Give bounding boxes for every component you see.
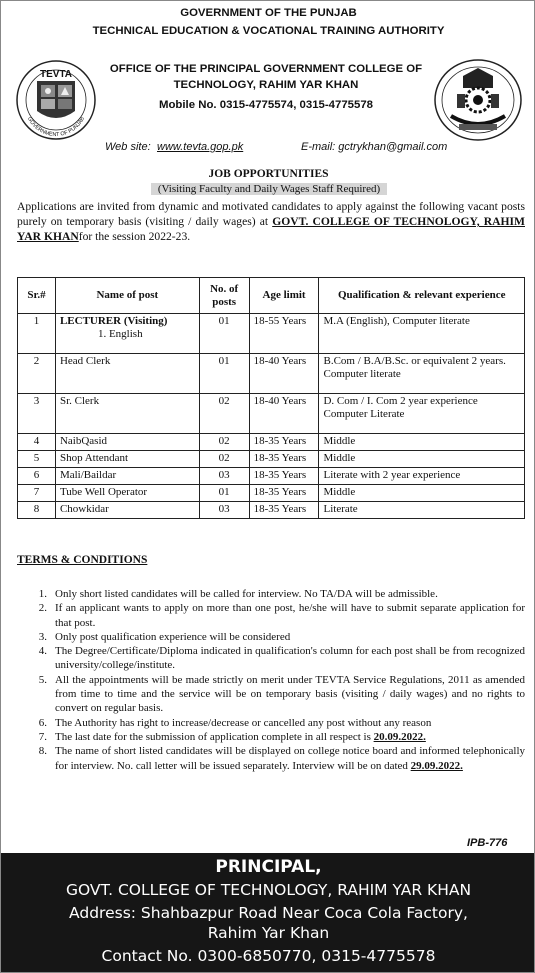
cell-qualification: Middle (319, 434, 525, 451)
term-text: Only short listed candidates will be called for interview. No TA/DA will be admissible. (55, 588, 438, 600)
intro-paragraph (17, 199, 525, 244)
cell-sr: 8 (18, 502, 56, 519)
col-header-age: Age limit (249, 278, 319, 314)
list-item (17, 587, 525, 601)
cell-post: Head Clerk (55, 354, 199, 394)
cell-sr: 5 (18, 451, 56, 468)
cell-qualification: Literate with 2 year experience (319, 468, 525, 485)
term-text-body: The name of short listed candidates will be displayed on college notice board and informed telephonically for interview. No. call letter will be issued separately. Interview will be on dated (55, 745, 525, 772)
cell-posts: 02 (199, 394, 249, 434)
job-title: JOB OPPORTUNITIES (208, 168, 329, 180)
college-crest-icon (433, 58, 523, 142)
cell-qualification: Literate (319, 502, 525, 519)
header-line-authority: TECHNICAL EDUCATION & VOCATIONAL TRAINING AUTHORITY (92, 25, 445, 37)
cell-post: Sr. Clerk (55, 394, 199, 434)
cell-qualification: B.Com / B.A/B.Sc. or equivalent 2 years. Computer literate (319, 354, 525, 394)
tevta-logo-text: TEVTA (39, 69, 73, 80)
footer-address-line2: Rahim Yar Khan (207, 924, 330, 942)
website-label: Web site: (105, 141, 151, 153)
term-text (55, 744, 525, 773)
terms-list (17, 587, 525, 773)
cell-posts: 03 (199, 468, 249, 485)
term-number: 2. (38, 602, 47, 615)
footer-contact: Contact No. 0300-6850770, 0315-4775578 (101, 947, 436, 965)
term-number: 4. (38, 645, 47, 658)
header-mobile: Mobile No. 0315-4775574, 0315-4775578 (158, 99, 374, 111)
table-row (18, 394, 525, 434)
list-item (17, 744, 525, 773)
term-text (55, 730, 525, 744)
term-number: 5. (38, 673, 47, 686)
post-title: LECTURER (Visiting) (59, 315, 168, 327)
term-number: 1. (38, 588, 47, 600)
cell-sr: 6 (18, 468, 56, 485)
cell-age: 18-55 Years (249, 314, 319, 354)
term-number: 3. (38, 630, 47, 643)
term-text: Only post qualification experience will be considered (55, 630, 291, 643)
cell-post (55, 314, 199, 354)
last-date: 20.09.2022. (373, 730, 426, 743)
table-row (18, 485, 525, 502)
footer-title: PRINCIPAL, (215, 857, 322, 877)
term-text: The Degree/Certificate/Diploma indicated in qualification's column for each post shall be from recognized university/college/institute. (55, 645, 525, 672)
col-header-sr: Sr.# (18, 278, 56, 314)
terms-title: TERMS & CONDITIONS (17, 554, 148, 566)
term-number: 8. (38, 745, 47, 758)
cell-post: Shop Attendant (55, 451, 199, 468)
table-row (18, 451, 525, 468)
cell-posts: 01 (199, 354, 249, 394)
table-row (18, 314, 525, 354)
cell-sr: 2 (18, 354, 56, 394)
term-number: 7. (38, 730, 47, 743)
intro-text: Applications are invited from dynamic and motivated candidates to apply against the following vacant posts purely on temporary basis (visiting / daily wages) at (17, 200, 525, 228)
table-row (18, 434, 525, 451)
table-header-row (18, 278, 525, 314)
cell-qualification: M.A (English), Computer literate (319, 314, 525, 354)
tevta-logo-icon (15, 59, 97, 141)
cell-age: 18-40 Years (249, 354, 319, 394)
list-item (17, 730, 525, 744)
cell-age: 18-35 Years (249, 502, 319, 519)
job-subtitle: (Visiting Faculty and Daily Wages Staff Required) (151, 183, 387, 195)
cell-post: Chowkidar (55, 502, 199, 519)
cell-age: 18-35 Years (249, 468, 319, 485)
list-item (17, 601, 525, 630)
cell-posts: 02 (199, 434, 249, 451)
term-text: All the appointments will be made strictly on merit under TEVTA Service Regulations, 2011 as amended from time to time and the service will be on temporary basis (visiting / daily wages) and no rights to convert on regular basis. (55, 673, 525, 715)
cell-sr: 4 (18, 434, 56, 451)
post-subject: 1. English (97, 328, 143, 340)
cell-posts: 03 (199, 502, 249, 519)
svg-text:GOVERNMENT OF PUNJAB: GOVERNMENT OF PUNJAB (26, 116, 86, 139)
header-office: OFFICE OF THE PRINCIPAL GOVERNMENT COLLEGE OF TECHNOLOGY, RAHIM YAR KHAN (109, 63, 423, 91)
interview-date: 29.09.2022. (410, 759, 463, 772)
footer-college: GOVT. COLLEGE OF TECHNOLOGY, RAHIM YAR KHAN (65, 881, 472, 899)
cell-post: Mali/Baildar (55, 468, 199, 485)
col-header-posts-count: No. of posts (199, 278, 249, 314)
intro-session: for the session 2022-23. (78, 230, 191, 243)
list-item (17, 644, 525, 673)
intro-college: GOVT. COLLEGE OF TECHNOLOGY, RAHIM YAR KHAN (17, 215, 525, 243)
list-item (17, 716, 525, 730)
col-header-qualification: Qualification & relevant experience (319, 278, 525, 314)
cell-post: Tube Well Operator (55, 485, 199, 502)
cell-qualification: Middle (319, 451, 525, 468)
list-item (17, 673, 525, 716)
cell-sr: 1 (18, 314, 56, 354)
cell-posts: 02 (199, 451, 249, 468)
footer-address-line1: Address: Shahbazpur Road Near Coca Cola Factory, (69, 904, 468, 922)
cell-age: 18-35 Years (249, 485, 319, 502)
cell-posts: 01 (199, 314, 249, 354)
cell-post: NaibQasid (55, 434, 199, 451)
cell-qualification: Middle (319, 485, 525, 502)
website-link[interactable]: www.tevta.gop.pk (157, 141, 244, 153)
cell-age: 18-35 Years (249, 434, 319, 451)
table-row (18, 354, 525, 394)
cell-posts: 01 (199, 485, 249, 502)
list-item (17, 630, 525, 644)
cell-age: 18-40 Years (249, 394, 319, 434)
footer-contact-block (1, 853, 535, 973)
term-number: 6. (38, 716, 47, 729)
posts-table (17, 277, 525, 519)
table-row (18, 468, 525, 485)
term-text: If an applicant wants to apply on more than one post, he/she will have to submit separate application for that post. (55, 602, 525, 629)
cell-qualification: D. Com / I. Com 2 year experience Computer Literate (319, 394, 525, 434)
term-text: The Authority has right to increase/decrease or cancelled any post without any reason (55, 716, 432, 729)
table-row (18, 502, 525, 519)
cell-age: 18-35 Years (249, 451, 319, 468)
col-header-post: Name of post (55, 278, 199, 314)
header-line-government: GOVERNMENT OF THE PUNJAB (180, 7, 357, 19)
cell-sr: 3 (18, 394, 56, 434)
ipb-number: IPB-776 (467, 837, 508, 849)
email-text[interactable]: E-mail: gctrykhan@gmail.com (301, 141, 448, 153)
footer-address (1, 903, 535, 943)
term-text-body: The last date for the submission of application complete in all respect is (55, 730, 374, 743)
cell-sr: 7 (18, 485, 56, 502)
